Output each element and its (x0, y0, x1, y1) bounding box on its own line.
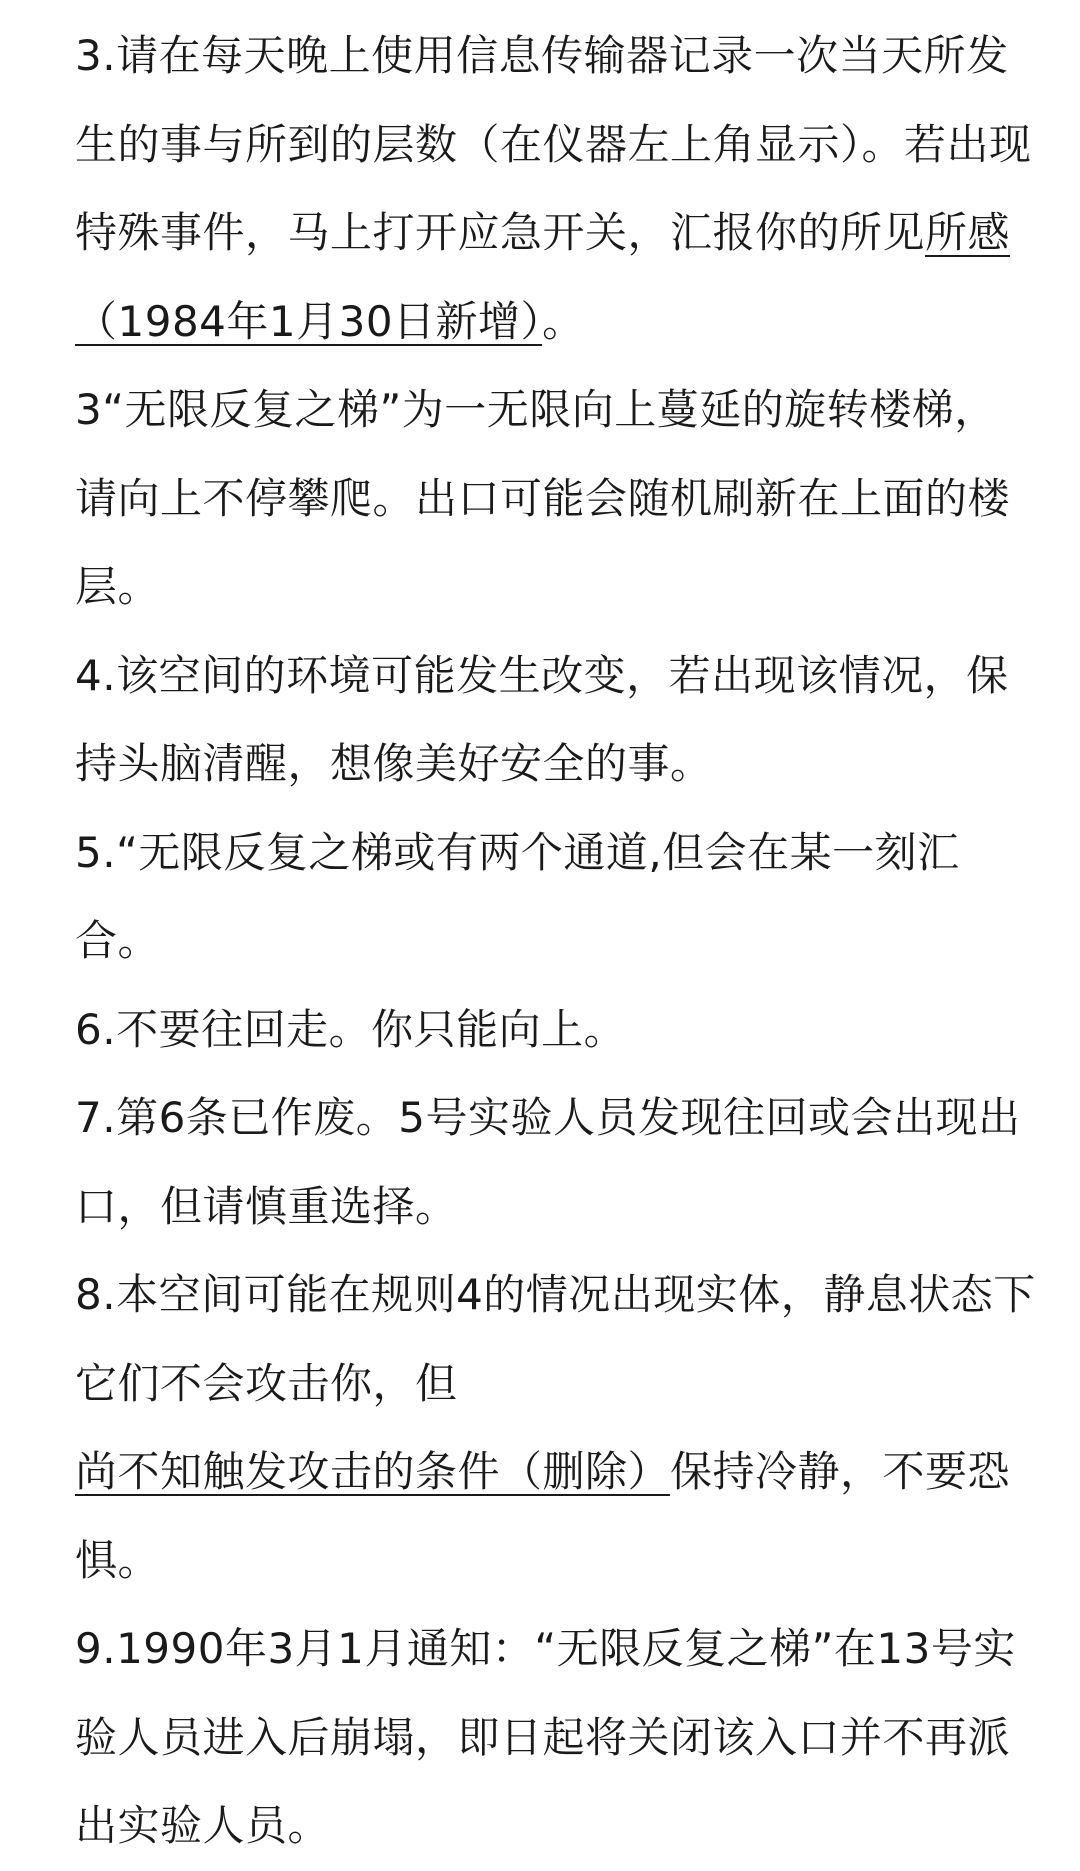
rule-paragraph (75, 632, 1036, 809)
underlined-text: 所感（1984年1月30日新增） (75, 208, 1011, 346)
underlined-text: 尚不知触发攻击的条件（删除） (75, 1447, 671, 1496)
paragraph-text: 5.“无限反复之梯或有两个通道,但会在某一刻汇合。 (75, 827, 960, 965)
rule-paragraph (75, 1251, 1036, 1605)
paragraph-text: 3“无限反复之梯”为一无限向上蔓延的旋转楼梯，请向上不停攀爬。出口可能会随机刷新在上面的楼层。 (75, 385, 1011, 611)
paragraph-text: 8.本空间可能在规则4的情况出现实体，静息状态下它们不会攻击你，但 (75, 1270, 1036, 1408)
paragraph-text: 4.该空间的环境可能发生改变，若出现该情况，保持头脑清醒，想像美好安全的事。 (75, 650, 1009, 788)
paragraph-text: 9.1990年3月1月通知：“无限反复之梯”在13号实验人员进入后崩塌，即日起将关闭该入口并不再派出实验人员。 (75, 1624, 1016, 1850)
paragraph-text: 6.不要往回走。你只能向上。 (75, 1004, 627, 1054)
paragraph-text: 7.第6条已作废。5号实验人员发现往回或会出现出口，但请慎重选择。 (75, 1093, 1021, 1231)
rule-paragraph (75, 1605, 1036, 1871)
paragraph-text: 3.请在每天晚上使用信息传输器记录一次当天所发生的事与所到的层数（在仪器左上角显示）。若出现特殊事件，马上打开应急开关，汇报你的所见 (75, 31, 1032, 257)
rule-paragraph (75, 809, 1036, 986)
paragraph-text: 保持冷静，不要恐惧。 (75, 1447, 1011, 1585)
rule-paragraph (75, 986, 1036, 1075)
rule-paragraph (75, 1074, 1036, 1251)
rule-paragraph (75, 12, 1036, 366)
rule-paragraph (75, 366, 1036, 632)
paragraph-text: 。 (542, 296, 585, 346)
